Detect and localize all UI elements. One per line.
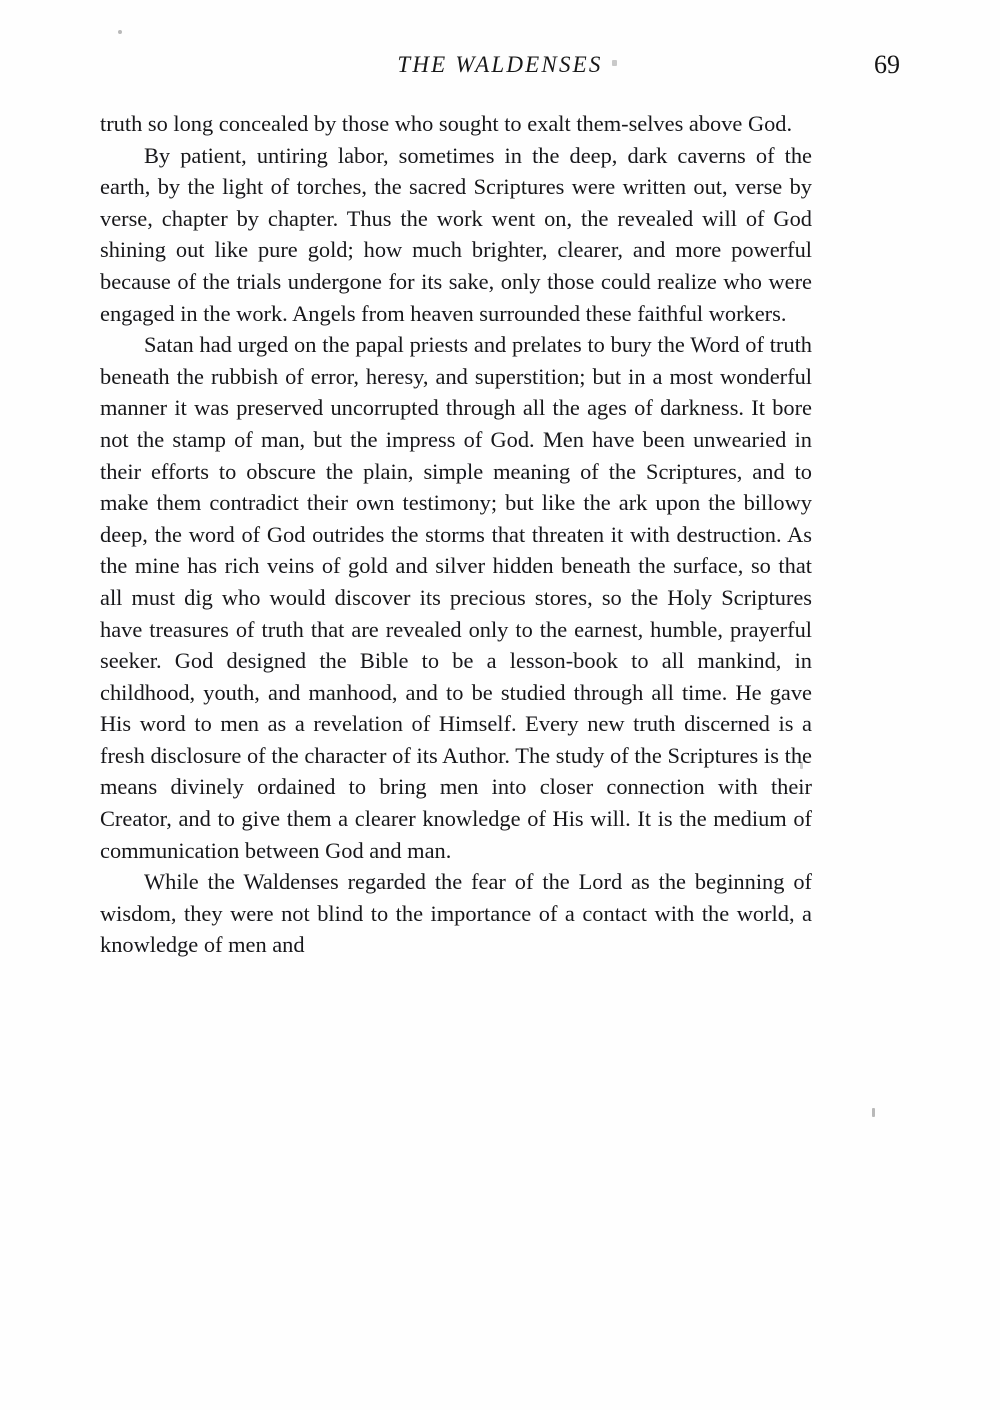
scan-speck <box>118 30 122 34</box>
paragraph: While the Waldenses regarded the fear of the Lord as the beginning of wisdom, they were not blind to the importance of a contact with the world, a knowledge of men and <box>100 869 812 958</box>
scan-speck <box>872 1108 875 1117</box>
running-head <box>100 52 900 86</box>
paragraph: truth so long concealed by those who sought to exalt them-selves above God. <box>100 111 793 136</box>
running-head-title: THE WALDENSES <box>397 52 603 77</box>
paragraph: Satan had urged on the papal priests and prelates to bury the Word of truth beneath the rubbish of error, heresy, and superstition; but in a most wonderful manner it was preserved uncorrupted through all the ages of darkness. It bore not the stamp of man, but the impress of God. Men have been unwearied in their efforts to obscure the plain, simple meaning of the Scriptures, and to make them contradict their own testimony; but like the ark upon the billowy deep, the word of God outrides the storms that threaten it with destruction. As the mine has rich veins of gold and silver hidden beneath the surface, so that all must dig who would discover its precious stores, so the Holy Scriptures have treasures of truth that are revealed only to the earnest, humble, prayerful seeker. God designed the Bible to be a lesson-book to all mankind, in childhood, youth, and manhood, and to be studied through all time. He gave His word to men as a revelation of Himself. Every new truth discerned is a fresh disclosure of the character of its Author. The study of the Scriptures is the means divinely ordained to bring men into closer connection with their Creator, and to give them a clearer knowledge of His will. It is the medium of communication between God and man. <box>100 332 812 863</box>
page-number: 69 <box>874 50 900 79</box>
paragraph: By patient, untiring labor, sometimes in the deep, dark caverns of the earth, by the light of torches, the sacred Scriptures were written out, verse by verse, chapter by chapter. Thus the work went on, the revealed will of God shining out like pure gold; how much brighter, clearer, and more powerful because of the trials undergone for its sake, only those could realize who were engaged in the work. Angels from heaven surrounded these faithful workers. <box>100 142 812 326</box>
body-text <box>100 108 812 961</box>
